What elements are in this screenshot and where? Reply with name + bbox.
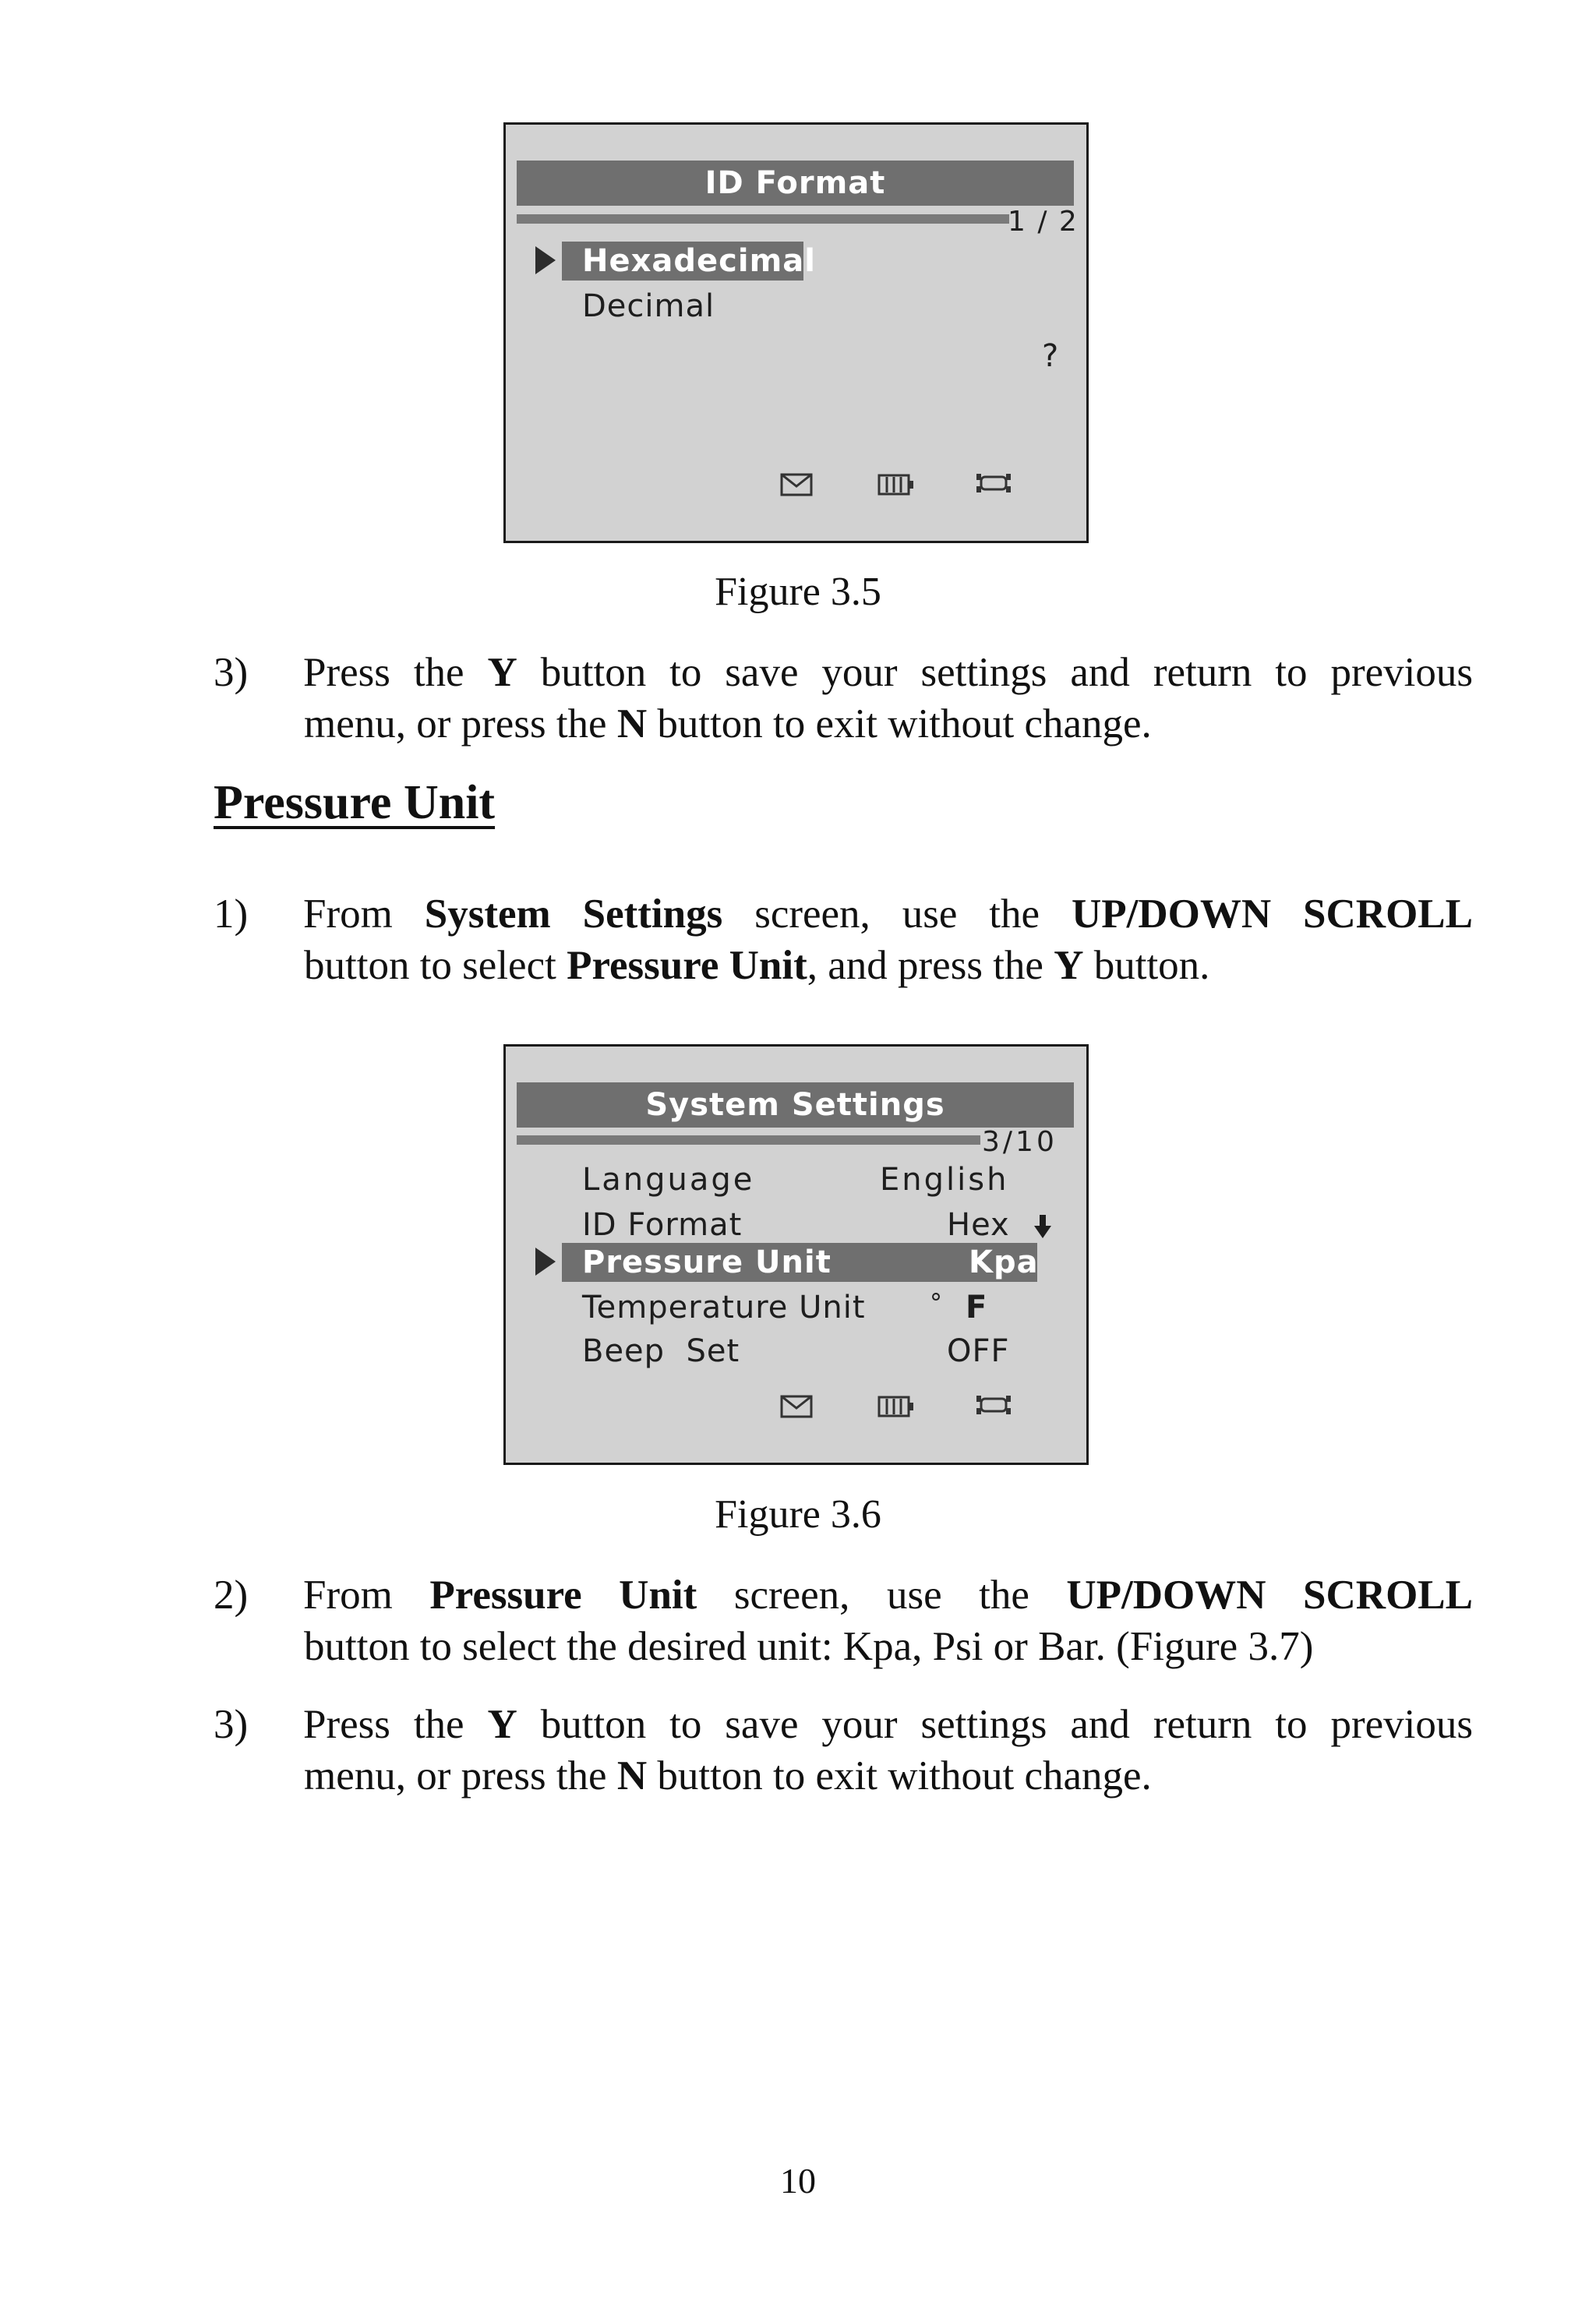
figure-3-6-screen <box>503 1044 1089 1465</box>
setting-label-language[interactable]: Language <box>582 1162 755 1198</box>
setting-label-beep-set[interactable]: Beep Set <box>582 1333 740 1369</box>
step-line: menu, or press the N button to exit without change. <box>304 701 1152 747</box>
envelope-icon <box>780 1394 813 1419</box>
setting-label-pressure-unit[interactable]: Pressure Unit <box>582 1244 832 1280</box>
arrow-down-icon <box>1033 1213 1053 1240</box>
step-line: menu, or press the N button to exit without change. <box>304 1753 1152 1799</box>
progress-track <box>517 214 1009 224</box>
step-line: button to select the desired unit: Kpa, Psi or Bar. (Figure 3.7) <box>304 1624 1314 1669</box>
progress-track <box>517 1135 980 1145</box>
step-paragraph <box>214 647 1473 750</box>
step-paragraph <box>214 1569 1473 1672</box>
step-line: From System Settings screen, use the UP/DOWN SCROLL <box>303 891 1473 937</box>
battery-icon <box>877 1395 915 1418</box>
step-line: From Pressure Unit screen, use the UP/DOWN SCROLL <box>303 1573 1473 1618</box>
figure-caption: Figure 3.5 <box>715 570 881 614</box>
setting-label-id-format[interactable]: ID Format <box>582 1207 743 1243</box>
step-paragraph <box>214 888 1473 991</box>
page-indicator: 1 / 2 <box>1008 206 1079 238</box>
setting-value-beep-set: OFF <box>947 1333 1010 1369</box>
step-line: Press the Y button to save your settings and return to previous <box>303 650 1473 695</box>
screen-title-bar <box>517 1082 1074 1128</box>
help-icon: ? <box>1042 338 1060 374</box>
menu-item-decimal[interactable]: Decimal <box>582 288 715 324</box>
screen-title: ID Format <box>704 165 886 201</box>
selection-pointer-icon <box>535 1248 556 1276</box>
section-heading: Pressure Unit <box>214 776 496 829</box>
step-number: 2) <box>214 1573 249 1618</box>
setting-value-language: English <box>880 1162 1009 1198</box>
screen-title-bar <box>517 161 1074 206</box>
step-number: 3) <box>214 1702 249 1747</box>
step-number: 1) <box>214 891 249 937</box>
step-line: Press the Y button to save your settings and return to previous <box>303 1702 1473 1747</box>
screen-title: System Settings <box>645 1087 945 1123</box>
page-indicator: 3/10 <box>982 1126 1058 1158</box>
envelope-icon <box>780 472 813 497</box>
car-icon <box>975 471 1012 496</box>
figure-caption: Figure 3.6 <box>715 1492 881 1537</box>
setting-value-temperature-unit: F <box>966 1290 988 1325</box>
setting-value-pressure-unit: Kpa <box>969 1244 1039 1280</box>
selection-pointer-icon <box>535 246 556 274</box>
setting-label-temperature-unit[interactable]: Temperature Unit <box>582 1290 866 1325</box>
battery-icon <box>877 473 915 496</box>
step-line: button to select Pressure Unit, and press the Y button. <box>304 943 1210 988</box>
setting-value-id-format: Hex <box>947 1207 1010 1243</box>
figure-3-5-screen <box>503 122 1089 543</box>
page-number: 10 <box>780 2161 816 2201</box>
step-paragraph <box>214 1699 1473 1802</box>
car-icon <box>975 1393 1012 1417</box>
step-number: 3) <box>214 650 249 695</box>
setting-value-temperature-degree: ° <box>930 1288 943 1318</box>
menu-item-hexadecimal[interactable]: Hexadecimal <box>582 243 816 279</box>
